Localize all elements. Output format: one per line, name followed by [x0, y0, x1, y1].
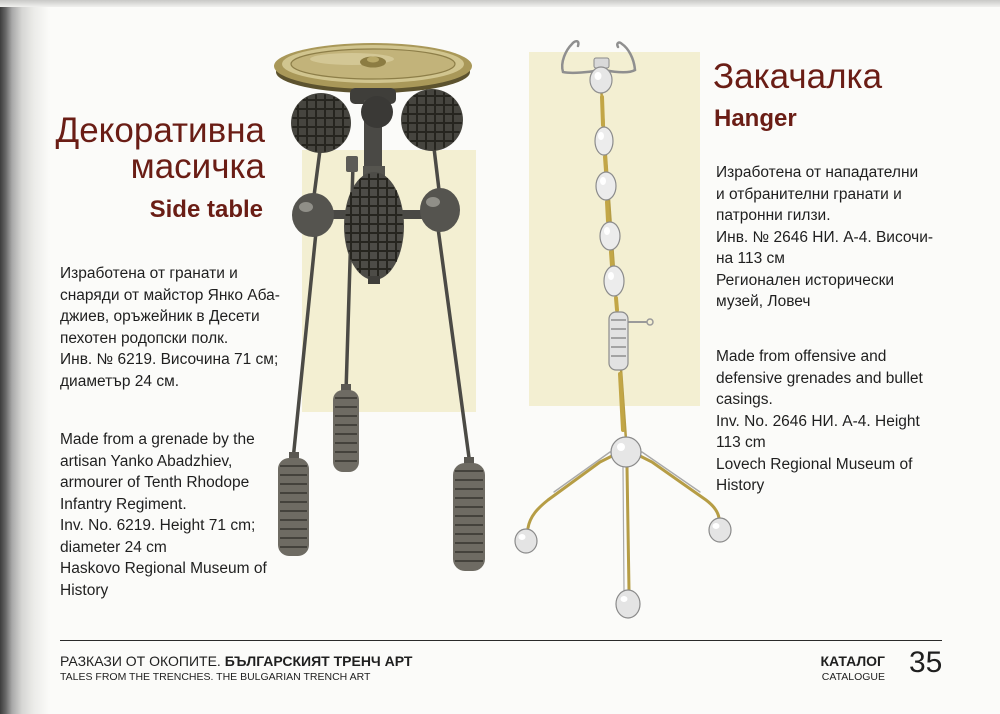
description-line: Регионален исторически — [716, 271, 895, 289]
title-line: масичка — [130, 147, 265, 186]
description-line: Inv. No. 2646 НИ. А-4. Height — [716, 412, 920, 430]
foot-ball-highlight — [621, 596, 628, 602]
tabletop-disc — [274, 43, 472, 93]
glass-bead-top — [590, 67, 612, 93]
hanger-description-en — [716, 346, 923, 497]
leg-right-wire — [642, 452, 700, 492]
side-table-description-en — [60, 429, 267, 601]
casing-segment — [607, 202, 608, 221]
description-line: Inv. No. 6219. Height 71 cm; — [60, 517, 256, 534]
bead-highlight — [604, 227, 610, 235]
description-line: джиев, оръжейник в Десети — [60, 308, 260, 325]
hanger-legs — [528, 452, 719, 590]
egg-grenade-right — [420, 188, 460, 232]
bead-highlight — [608, 272, 614, 280]
description-line: defensive grenades and bullet — [716, 369, 923, 387]
egg-grenade-highlight — [299, 202, 313, 212]
description-line: Made from a grenade by the — [60, 431, 255, 448]
grenade-weight-center — [333, 390, 359, 472]
description-line: патронни гилзи. — [716, 207, 831, 224]
foot-ball-left — [515, 529, 537, 553]
series-title-bg-bold: БЪЛГАРСКИЯТ ТРЕНЧ АРТ — [224, 653, 413, 669]
description-line: 113 cm — [716, 434, 766, 451]
grenade-back — [361, 96, 393, 128]
description-line: Изработена от гранати и — [60, 265, 238, 282]
section-label-bg: КАТАЛОГ — [820, 653, 885, 669]
hanger-title-en: Hanger — [714, 105, 797, 132]
fuse-piece — [346, 156, 358, 172]
leg-left-wire — [554, 452, 610, 492]
description-line: Lovech Regional Museum of — [716, 455, 913, 473]
description-line: на 113 см — [716, 250, 785, 267]
description-line: armourer of Tenth Rhodope — [60, 474, 250, 491]
glass-bead — [600, 222, 620, 250]
description-line: Haskovo Regional Museum of — [60, 560, 267, 577]
egg-grenade-highlight — [426, 197, 440, 207]
description-line: Infantry Regiment. — [60, 495, 187, 513]
hanger-description-bg — [716, 162, 933, 313]
foot-ball-highlight — [713, 523, 720, 529]
side-table-title-en: Side table — [149, 196, 263, 223]
description-line: и отбранителни гранати и — [716, 185, 902, 203]
foot-ball-bottom — [616, 590, 640, 618]
description-line: Инв. № 2646 НИ. А-4. Височи- — [716, 228, 934, 246]
glass-bead — [595, 127, 613, 155]
junction-ball — [611, 437, 641, 467]
leg-down — [627, 467, 629, 590]
egg-grenade-left — [292, 193, 334, 237]
description-line: Изработена от нападателни — [716, 164, 919, 181]
series-title-bg — [60, 653, 412, 669]
bead-highlight — [595, 72, 602, 80]
bead-highlight — [598, 132, 604, 140]
glass-bead — [596, 172, 616, 200]
description-line: снаряди от майстор Янко Аба- — [60, 286, 280, 304]
title-line: Декоративна — [55, 111, 265, 150]
description-line: History — [60, 581, 109, 599]
leg-down-wire — [623, 467, 624, 590]
description-line: музей, Ловеч — [716, 293, 811, 310]
casing-segment — [605, 157, 606, 171]
casing-segment — [616, 298, 617, 310]
disc-knob-top — [367, 57, 379, 63]
series-title-bg-regular: РАЗКАЗИ ОТ ОКОПИТЕ. — [60, 653, 221, 669]
description-line: casings. — [716, 391, 773, 408]
description-line: diameter 24 cm — [60, 538, 167, 556]
description-line: Инв. № 6219. Височина 71 см; — [60, 351, 279, 368]
description-line: пехотен родопски полк. — [60, 329, 229, 347]
junction-ball-highlight — [617, 443, 625, 451]
side-table-title-bg — [40, 113, 265, 185]
leg-right — [640, 456, 719, 518]
casing-segment — [602, 97, 603, 125]
page-number: 35 — [909, 646, 943, 679]
casing-segment — [611, 252, 612, 266]
side-table-description-bg — [60, 263, 280, 392]
glass-bead — [604, 266, 624, 296]
footer-rule — [60, 640, 942, 641]
section-label-en: CATALOGUE — [821, 671, 885, 683]
description-line: Made from offensive and — [716, 348, 887, 365]
description-line: artisan Yanko Abadzhiev, — [60, 452, 233, 470]
hanger-title-bg: Закачалка — [713, 57, 883, 96]
foot-ball-highlight — [519, 534, 526, 540]
foot-ball-right — [709, 518, 731, 542]
grenade-weight-left — [278, 458, 309, 556]
leg-left — [528, 456, 612, 528]
series-title-en: TALES FROM THE TRENCHES. THE BULGARIAN TRENCH ART — [60, 671, 371, 683]
description-line: диаметър 24 см. — [60, 372, 180, 390]
description-line: History — [716, 477, 765, 494]
bead-highlight — [600, 177, 606, 185]
pineapple-grenade-base — [368, 276, 380, 284]
